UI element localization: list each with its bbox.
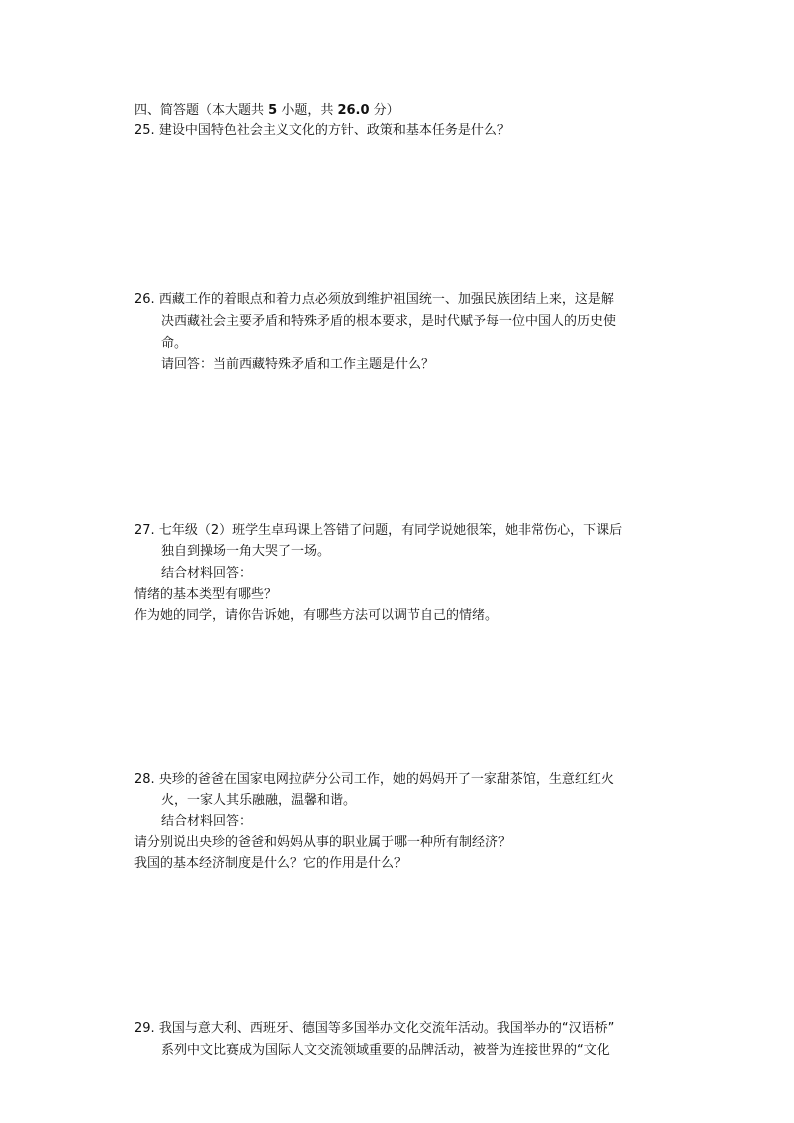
question-number: 28. <box>134 772 155 787</box>
question-number: 29. <box>134 1021 155 1036</box>
question-27 <box>134 520 622 542</box>
question-prompt: 结合材料回答： <box>161 566 253 581</box>
section-title-middle: 小题，共 <box>277 103 338 118</box>
question-number: 27. <box>134 523 155 538</box>
section-title-suffix: 分） <box>369 103 400 118</box>
question-prompt: 请回答：当前西藏特殊矛盾和工作主题是什么？ <box>161 357 435 372</box>
question-text-line: 七年级（2）班学生卓玛课上答错了问题，有同学说她很笨，她非常伤心，下课后 <box>158 523 623 538</box>
sub-question: 作为她的同学，请你告诉她，有哪些方法可以调节自己的情绪。 <box>134 608 499 623</box>
question-text-line: 央珍的爸爸在国家电网拉萨分公司工作，她的妈妈开了一家甜茶馆，生意红红火 <box>158 772 614 787</box>
question-text-line: 西藏工作的着眼点和着力点必须放到维护祖国统一、加强民族团结上来，这是解 <box>158 292 614 307</box>
question-text-line: 独自到操场一角大哭了一场。 <box>161 544 331 559</box>
sub-question: 情绪的基本类型有哪些？ <box>134 587 278 602</box>
question-prompt: 结合材料回答： <box>161 814 253 829</box>
sub-question: 请分别说出央珍的爸爸和妈妈从事的职业属于哪一种所有制经济？ <box>134 835 512 850</box>
sub-question: 我国的基本经济制度是什么？它的作用是什么？ <box>134 856 408 871</box>
section-total-score: 26.0 <box>337 103 370 118</box>
question-text-line: 火，一家人其乐融融，温馨和谐。 <box>161 793 357 808</box>
question-text-line: 建设中国特色社会主义文化的方针、政策和基本任务是什么？ <box>158 123 510 138</box>
question-29 <box>134 1018 614 1040</box>
question-text-line: 命。 <box>161 336 188 351</box>
question-number: 26. <box>134 292 155 307</box>
section-title <box>134 100 400 122</box>
question-28 <box>134 769 614 791</box>
question-25 <box>134 120 510 142</box>
question-text-line: 决西藏社会主要矛盾和特殊矛盾的根本要求，是时代赋予每一位中国人的历史使 <box>161 314 617 329</box>
section-title-prefix: 四、简答题（本大题共 <box>134 103 269 118</box>
question-number: 25. <box>134 123 155 138</box>
question-text-line: 我国与意大利、西班牙、德国等多国举办文化交流年活动。我国举办的“汉语桥” <box>158 1021 615 1036</box>
section-question-count: 5 <box>268 103 278 118</box>
question-26 <box>134 289 614 311</box>
question-text-line: 系列中文比赛成为国际人文交流领域重要的品牌活动，被誉为连接世界的“文化 <box>161 1043 610 1058</box>
